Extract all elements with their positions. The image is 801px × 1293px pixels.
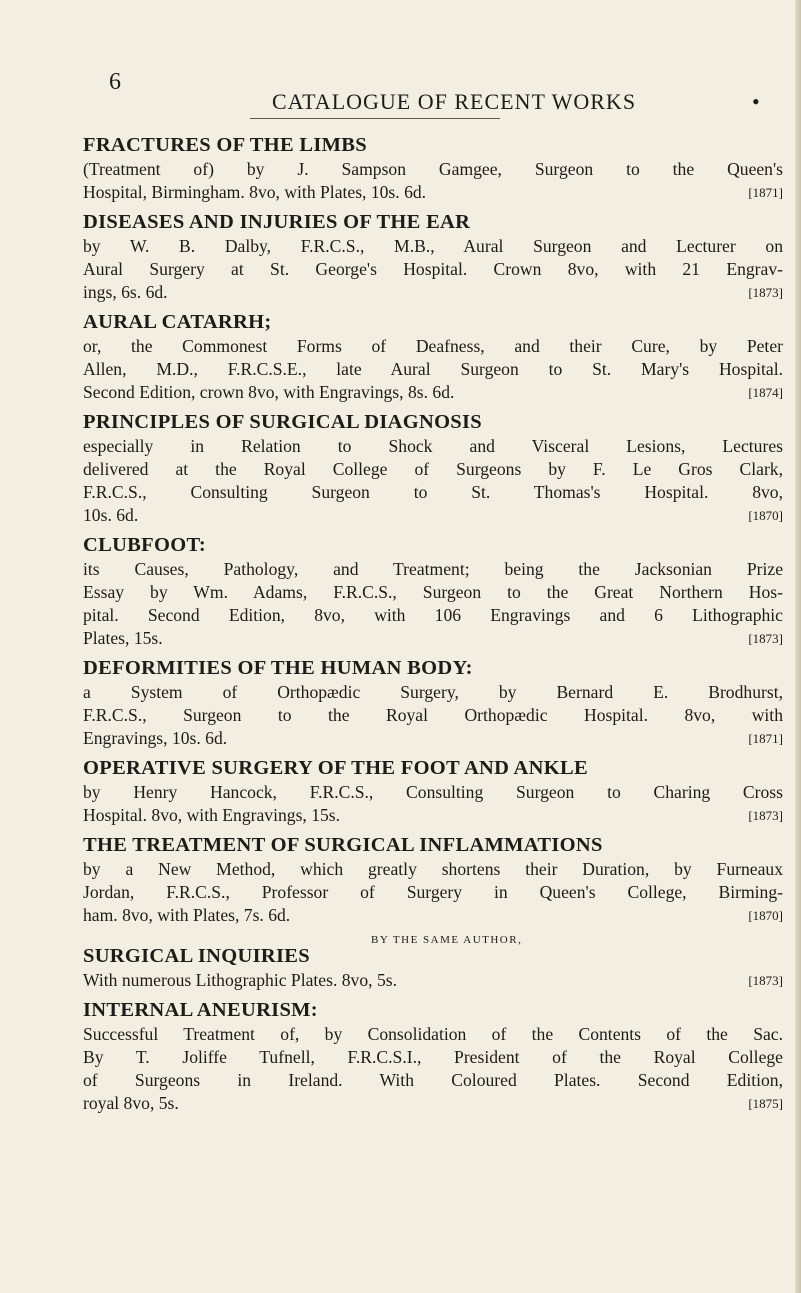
entry-text-line: F.R.C.S., Consulting Surgeon to St. Thomas's Hospital. 8vo, <box>83 482 783 502</box>
entry-text-line: 10s. 6d. <box>83 505 139 525</box>
entry-year: [1873] <box>748 631 783 646</box>
entry-year: [1873] <box>748 285 783 300</box>
entry-text-line: delivered at the Royal College of Surgeons by F. Le Gros Clark, <box>83 459 783 479</box>
running-head <box>272 89 761 114</box>
entry-text-line: Engravings, 10s. 6d. <box>83 728 228 748</box>
catalogue-entries <box>83 132 783 1120</box>
entry-text-line: ham. 8vo, with Plates, 7s. 6d. <box>83 905 291 925</box>
entry-text-line: ings, 6s. 6d. <box>83 282 168 302</box>
page-edge-shadow <box>795 0 801 1293</box>
running-head-title: CATALOGUE OF RECENT WORKS <box>272 89 637 114</box>
entry-last-line <box>83 904 783 927</box>
entry-year: [1874] <box>748 385 783 400</box>
catalogue-entry <box>83 997 783 1115</box>
header-rule <box>250 118 500 119</box>
catalogue-entry <box>83 755 783 827</box>
entry-text-line: Allen, M.D., F.R.C.S.E., late Aural Surgeon to St. Mary's Hospital. <box>83 359 783 379</box>
entry-text-line: Hospital. 8vo, with Engravings, 15s. <box>83 805 341 825</box>
entry-text-line: Second Edition, crown 8vo, with Engravings, 8s. 6d. <box>83 382 455 402</box>
entry-text-line: of Surgeons in Ireland. With Coloured Plates. Second Edition, <box>83 1070 783 1090</box>
entry-title: THE TREATMENT OF SURGICAL INFLAMMATIONS <box>83 834 603 856</box>
entry-year: [1870] <box>748 908 783 923</box>
entry-title: INTERNAL ANEURISM: <box>83 999 318 1021</box>
entry-last-line <box>83 969 783 992</box>
entry-last-line <box>83 627 783 650</box>
entry-year: [1870] <box>748 508 783 523</box>
entry-title: OPERATIVE SURGERY OF THE FOOT AND ANKLE <box>83 757 588 779</box>
entry-text-line: by W. B. Dalby, F.R.C.S., M.B., Aural Surgeon and Lecturer on <box>83 236 783 256</box>
catalogue-entry <box>83 933 783 992</box>
entry-last-line <box>83 1092 783 1115</box>
entry-text-line: Successful Treatment of, by Consolidation of the Contents of the Sac. <box>83 1024 783 1044</box>
entry-text-line: Essay by Wm. Adams, F.R.C.S., Surgeon to the Great Northern Hos- <box>83 582 783 602</box>
entry-text-line: by Henry Hancock, F.R.C.S., Consulting Surgeon to Charing Cross <box>83 782 783 802</box>
entry-text-line: royal 8vo, 5s. <box>83 1093 179 1113</box>
catalogue-entry <box>83 132 783 204</box>
entry-last-line <box>83 727 783 750</box>
entry-text-line: Jordan, F.R.C.S., Professor of Surgery in Queen's College, Birming- <box>83 882 783 902</box>
page-number: 6 <box>109 69 121 95</box>
catalogue-entry <box>83 832 783 927</box>
entry-text-line: Aural Surgery at St. George's Hospital. Crown 8vo, with 21 Engrav- <box>83 259 783 279</box>
entry-title: CLUBFOOT: <box>83 534 207 556</box>
entry-year: [1875] <box>748 1096 783 1111</box>
running-head-dot: • <box>752 89 761 114</box>
entry-text-line: With numerous Lithographic Plates. 8vo, 5s. <box>83 970 397 990</box>
entry-year: [1873] <box>748 973 783 988</box>
by-same-author-note: BY THE SAME AUTHOR, <box>371 934 523 946</box>
entry-title: AURAL CATARRH; <box>83 311 272 333</box>
entry-text-line: Hospital, Birmingham. 8vo, with Plates, 10s. 6d. <box>83 182 427 202</box>
entry-text-line: (Treatment of) by J. Sampson Gamgee, Surgeon to the Queen's <box>83 159 783 179</box>
entry-last-line <box>83 504 783 527</box>
entry-title: SURGICAL INQUIRIES <box>83 945 310 967</box>
entry-title: DEFORMITIES OF THE HUMAN BODY: <box>83 657 473 679</box>
entry-text-line: Plates, 15s. <box>83 628 163 648</box>
entry-last-line <box>83 381 783 404</box>
entry-text-line: By T. Joliffe Tufnell, F.R.C.S.I., President of the Royal College <box>83 1047 783 1067</box>
entry-year: [1873] <box>748 808 783 823</box>
entry-text-line: pital. Second Edition, 8vo, with 106 Engravings and 6 Lithographic <box>83 605 783 625</box>
entry-last-line <box>83 181 783 204</box>
catalogue-entry <box>83 209 783 304</box>
entry-title: PRINCIPLES OF SURGICAL DIAGNOSIS <box>83 411 482 433</box>
entry-last-line <box>83 804 783 827</box>
entry-text-line: F.R.C.S., Surgeon to the Royal Orthopædic Hospital. 8vo, with <box>83 705 783 725</box>
entry-year: [1871] <box>748 731 783 746</box>
entry-text-line: by a New Method, which greatly shortens their Duration, by Furneaux <box>83 859 783 879</box>
catalogue-entry <box>83 532 783 650</box>
entry-last-line <box>83 281 783 304</box>
catalogue-entry <box>83 655 783 750</box>
entry-text-line: a System of Orthopædic Surgery, by Bernard E. Brodhurst, <box>83 682 783 702</box>
entry-title: FRACTURES OF THE LIMBS <box>83 134 367 156</box>
catalogue-entry <box>83 409 783 527</box>
catalogue-entry <box>83 309 783 404</box>
entry-text-line: or, the Commonest Forms of Deafness, and their Cure, by Peter <box>83 336 783 356</box>
entry-title: DISEASES AND INJURIES OF THE EAR <box>83 211 471 233</box>
entry-year: [1871] <box>748 185 783 200</box>
entry-text-line: its Causes, Pathology, and Treatment; being the Jacksonian Prize <box>83 559 783 579</box>
entry-text-line: especially in Relation to Shock and Visceral Lesions, Lectures <box>83 436 783 456</box>
